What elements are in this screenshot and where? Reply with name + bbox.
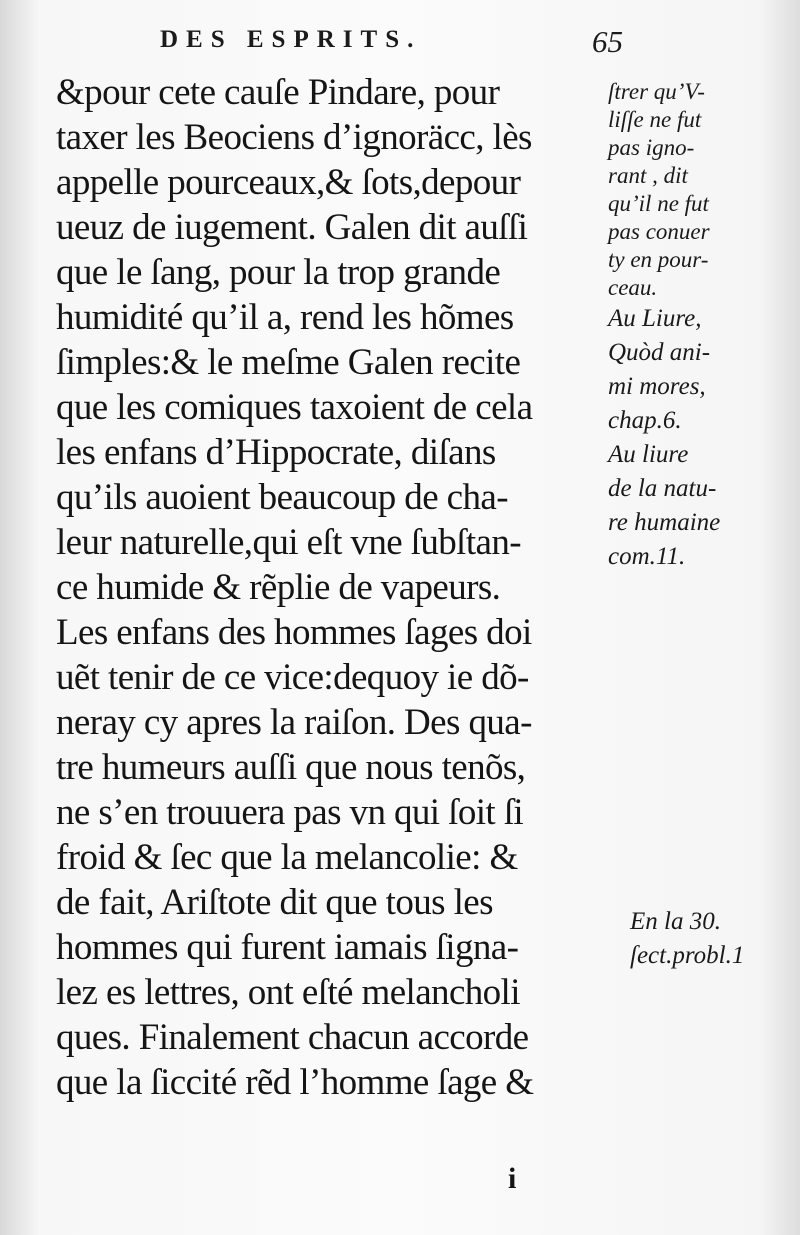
text-line: neray cy apres la raiſon. Des qua- bbox=[56, 702, 532, 743]
text-line: hommes qui furent iamais ſigna- bbox=[56, 927, 519, 968]
text-line: uẽt tenir de ce vice:dequoy ie dõ- bbox=[56, 657, 529, 698]
margin-note-line: mi mores, bbox=[608, 373, 706, 400]
text-line: froid & ſec que la melancolie: & bbox=[56, 837, 518, 878]
text-line: &pour cete cauſe Pindare, pour bbox=[56, 72, 500, 113]
text-line: que la ſiccité rẽd l’homme ſage & bbox=[56, 1062, 534, 1103]
text-line: de fait, Ariſtote dit que tous les bbox=[56, 882, 493, 923]
text-line: ne s’en trouuera pas vn qui ſoit ſi bbox=[56, 792, 524, 833]
margin-note-line: pas igno- bbox=[608, 135, 695, 160]
margin-note-line: ſect.probl.1 bbox=[630, 942, 745, 969]
margin-note-line: En la 30. bbox=[630, 908, 721, 935]
margin-note-line: Au Liure, bbox=[608, 305, 702, 332]
margin-note-line: ceau. bbox=[608, 275, 658, 300]
page-number: 65 bbox=[592, 24, 623, 59]
running-title: DES ESPRITS. bbox=[160, 26, 422, 53]
text-line: ques. Finalement chacun accorde bbox=[56, 1017, 529, 1058]
text-line: lez es lettres, ont eſté melancholi bbox=[56, 972, 520, 1013]
text-line: humidité qu’il a, rend les hõmes bbox=[56, 297, 514, 338]
margin-note-line: de la natu- bbox=[608, 475, 717, 502]
margin-note-line: Au liure bbox=[608, 441, 689, 468]
main-text-block bbox=[56, 70, 616, 1105]
margin-note-line: liſſe ne fut bbox=[608, 107, 702, 132]
margin-note-line: Quòd ani- bbox=[608, 339, 711, 366]
text-line: ce humide & rẽplie de vapeurs. bbox=[56, 567, 501, 608]
text-line: ueuz de iugement. Galen dit auſſi bbox=[56, 207, 528, 248]
margin-note-line: rant , dit bbox=[608, 163, 688, 188]
text-line: que les comiques taxoient de cela bbox=[56, 387, 533, 428]
marginal-notes bbox=[608, 78, 794, 574]
marginal-notes-lower bbox=[630, 905, 790, 973]
margin-note-line: com.11. bbox=[608, 543, 686, 570]
margin-note-line: chap.6. bbox=[608, 407, 682, 434]
text-line: appelle pourceaux,& ſots,depour bbox=[56, 162, 521, 203]
margin-note-line: ty en pour- bbox=[608, 247, 709, 272]
text-line: tre humeurs auſſi que nous tenõs, bbox=[56, 747, 526, 788]
text-line: qu’ils auoient beaucoup de cha- bbox=[56, 477, 508, 518]
signature-mark: i bbox=[508, 1162, 517, 1195]
text-line: que le ſang, pour la trop grande bbox=[56, 252, 501, 293]
margin-note-line: re humaine bbox=[608, 509, 721, 536]
text-line: Les enfans des hommes ſages doi bbox=[56, 612, 532, 653]
text-line: leur naturelle,qui eſt vne ſubſtan- bbox=[56, 522, 521, 563]
text-line: les enfans d’Hippocrate, diſans bbox=[56, 432, 496, 473]
margin-note-line: ſtrer qu’V- bbox=[608, 79, 705, 104]
text-line: taxer les Beociens d’ignoräcc, lès bbox=[56, 117, 532, 158]
margin-note-line: pas conuer bbox=[608, 219, 710, 244]
text-line: ſimples:& le meſme Galen recite bbox=[56, 342, 521, 383]
margin-note-line: qu’il ne fut bbox=[608, 191, 709, 216]
